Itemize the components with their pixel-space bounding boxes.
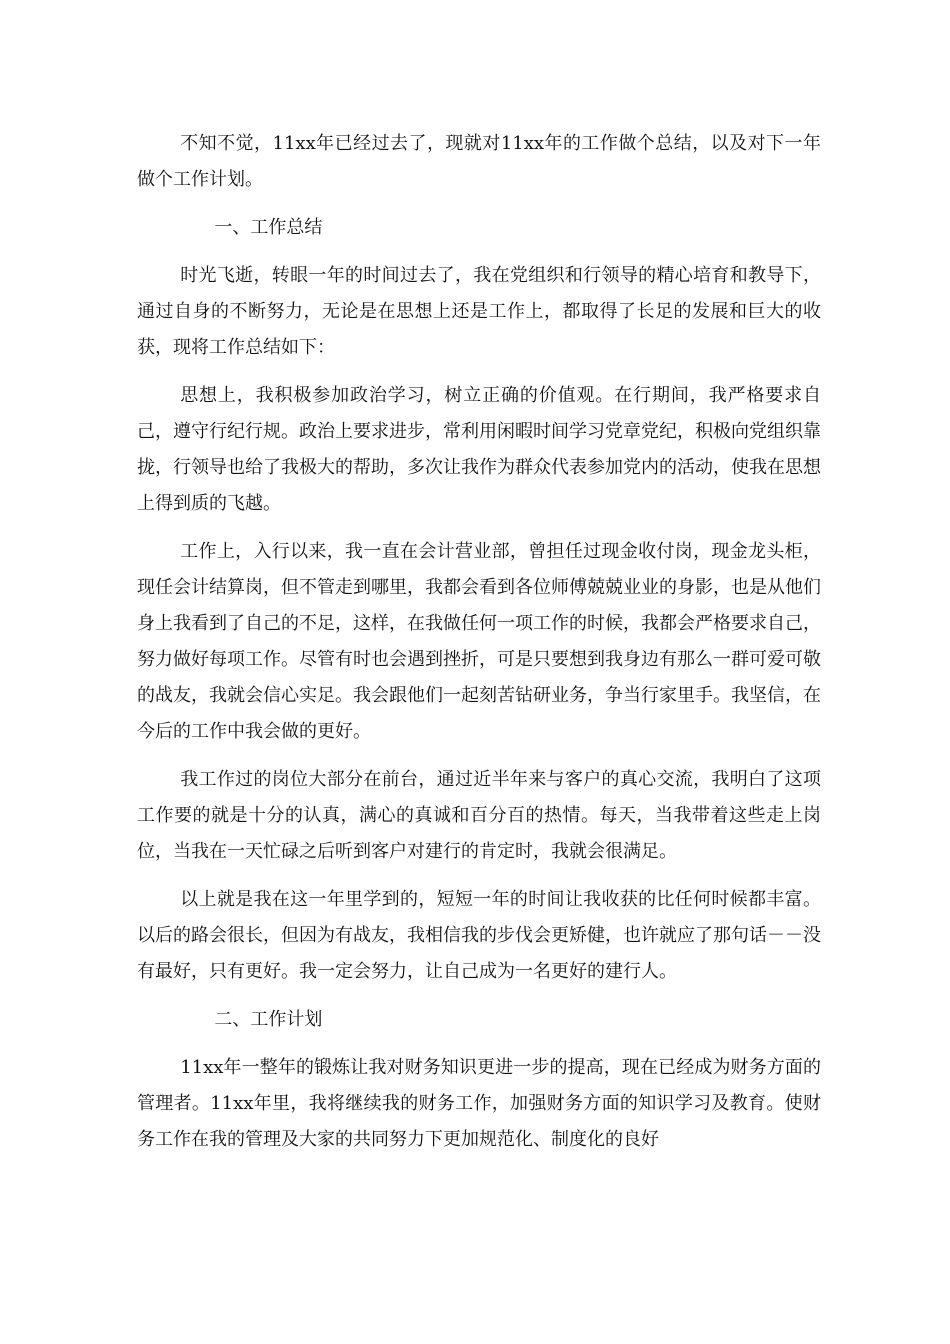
plan-paragraph: 11xx年一整年的锻炼让我对财务知识更进一步的提高，现在已经成为财务方面的管理者。11xx年里，我将继续我的财务工作，加强财务方面的知识学习及教育。使财务工作在我的管理及大家的共同努力下更加规范化、制度化的良好: [137, 1057, 821, 1150]
section-heading-plan: 二、工作计划: [214, 1009, 323, 1030]
section-heading-summary: 一、工作总结: [214, 217, 323, 238]
work-paragraph: 工作上，入行以来，我一直在会计营业部，曾担任过现金收付岗，现金龙头柜，现任会计结算岗，但不管走到哪里，我都会看到各位师傅兢兢业业的身影，也是从他们身上我看到了自己的不足，这样，在我做任何一项工作的时候，我都会严格要求自己，努力做好每项工作。尽管有时也会遇到挫折，可是只要想到我身边有那么一群可爱可敬的战友，我就会信心实足。我会跟他们一起刻苦钻研业务，争当行家里手。我坚信，在今后的工作中我会做的更好。: [137, 541, 821, 742]
front-desk-paragraph: 我工作过的岗位大部分在前台，通过近半年来与客户的真心交流，我明白了这项工作要的就是十分的认真，满心的真诚和百分百的热情。每天，当我带着这些走上岗位，当我在一天忙碌之后听到客户对建行的肯定时，我就会很满足。: [137, 769, 821, 862]
summary-intro-paragraph: 时光飞逝，转眼一年的时间过去了，我在党组织和行领导的精心培育和教导下，通过自身的不断努力，无论是在思想上还是工作上，都取得了长足的发展和巨大的收获，现将工作总结如下：: [137, 265, 821, 358]
intro-paragraph: 不知不觉，11xx年已经过去了，现就对11xx年的工作做个总结，以及对下一年做个工作计划。: [137, 133, 821, 190]
ideology-paragraph: 思想上，我积极参加政治学习，树立正确的价值观。在行期间，我严格要求自己，遵守行纪行规。政治上要求进步，常利用闲暇时间学习党章党纪，积极向党组织靠拢，行领导也给了我极大的帮助，多次让我作为群众代表参加党内的活动，使我在思想上得到质的飞越。: [137, 385, 821, 514]
document-body: [137, 126, 821, 1170]
conclusion-paragraph: 以上就是我在这一年里学到的，短短一年的时间让我收获的比任何时候都丰富。以后的路会很长，但因为有战友，我相信我的步伐会更矫健，也许就应了那句话－－没有最好，只有更好。我一定会努力，让自己成为一名更好的建行人。: [137, 889, 821, 982]
